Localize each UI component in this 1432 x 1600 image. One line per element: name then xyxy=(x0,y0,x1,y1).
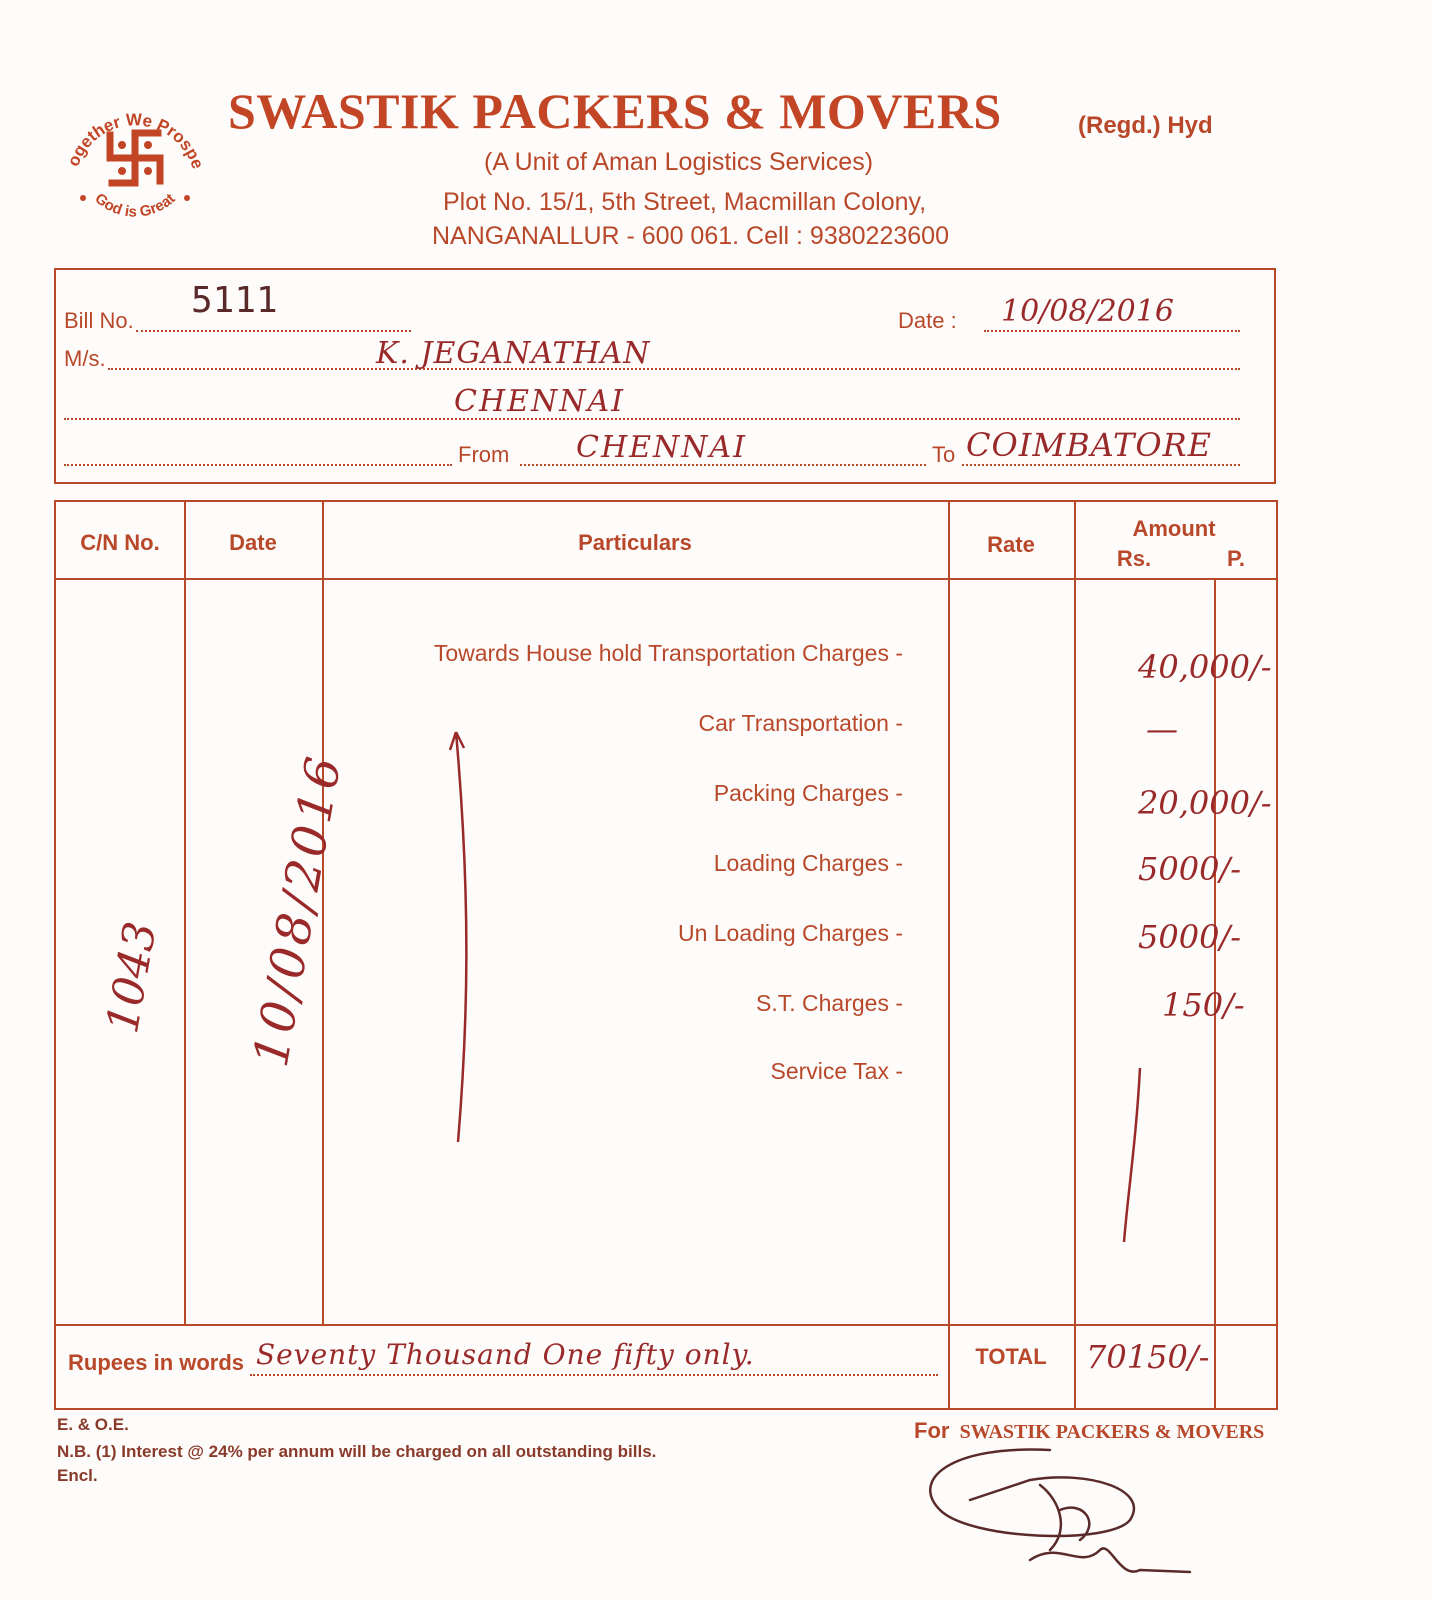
company-unit: (A Unit of Aman Logistics Services) xyxy=(484,148,874,176)
header-date: Date xyxy=(229,530,277,555)
eoe-note: E. & O.E. xyxy=(57,1415,129,1434)
particular-row: Un Loading Charges - xyxy=(677,920,903,946)
ms-label: M/s. xyxy=(64,346,106,371)
encl-note: Encl. xyxy=(57,1466,98,1485)
header-rate: Rate xyxy=(987,532,1035,557)
bill-no-value: 5111 xyxy=(191,280,278,321)
amount-value: 40,000/- xyxy=(1138,648,1272,686)
bill-no-line xyxy=(136,328,411,332)
from-city: CHENNAI xyxy=(576,430,748,465)
signature-icon xyxy=(910,1440,1230,1590)
registration-note: (Regd.) Hyd xyxy=(1078,112,1213,139)
particular-row: Service Tax - xyxy=(770,1058,903,1084)
amount-value: 20,000/- xyxy=(1138,784,1272,822)
from-label: From xyxy=(458,442,510,467)
particular-row: Packing Charges - xyxy=(713,780,903,806)
ditto-stroke-icon xyxy=(436,702,496,1162)
header-cn-no: C/N No. xyxy=(80,530,160,555)
bill-table xyxy=(54,500,1278,1410)
total-value: 70150/- xyxy=(1086,1338,1210,1376)
amount-value: 5000/- xyxy=(1138,918,1242,956)
amount-value: 150/- xyxy=(1162,986,1245,1024)
swastika-icon xyxy=(110,133,160,183)
col-divider xyxy=(1074,502,1076,1408)
bill-date-value: 10/08/2016 xyxy=(1001,294,1174,329)
customer-details-box xyxy=(54,268,1276,484)
company-name: SWASTIK PACKERS & MOVERS xyxy=(228,83,1002,139)
from-prefix-line xyxy=(64,462,452,466)
total-label: TOTAL xyxy=(975,1344,1047,1369)
particular-row: Loading Charges - xyxy=(713,850,903,876)
address-line-1: Plot No. 15/1, 5th Street, Macmillan Colony, xyxy=(443,188,927,216)
header-amount: Amount xyxy=(1132,516,1216,541)
rupees-in-words-label: Rupees in words xyxy=(68,1350,245,1375)
amount-value: 5000/- xyxy=(1138,850,1242,888)
date-label: Date : xyxy=(898,308,957,333)
ditto-stroke-icon xyxy=(1106,1062,1166,1252)
total-divider xyxy=(56,1324,1276,1326)
bill-no-label: Bill No. xyxy=(64,308,134,333)
header-particulars: Particulars xyxy=(578,530,692,555)
header-rs: Rs. xyxy=(1116,546,1152,571)
for-label: For xyxy=(914,1418,950,1443)
col-divider xyxy=(948,502,950,1408)
for-company-name: SWASTIK PACKERS & MOVERS xyxy=(959,1421,1265,1443)
customer-name: K. JEGANATHAN xyxy=(376,336,651,371)
cn-no-value: 1043 xyxy=(97,917,167,1038)
particular-row: Car Transportation - xyxy=(698,710,903,736)
address-line-2: NANGANALLUR - 600 061. Cell : 9380223600 xyxy=(432,222,949,250)
cn-date-value: 10/08/2016 xyxy=(242,749,354,1071)
city-line xyxy=(64,416,1240,420)
particular-row: S.T. Charges - xyxy=(756,990,903,1016)
logo-motto-top: ogether We Prospe xyxy=(63,110,208,172)
rupees-in-words-value: Seventy Thousand One fifty only. xyxy=(256,1338,755,1371)
amount-value: — xyxy=(1146,710,1178,748)
company-logo xyxy=(55,78,215,238)
particular-row: Towards House hold Transportation Charges - xyxy=(433,640,903,666)
header-p: P. xyxy=(1227,546,1245,571)
ms-line xyxy=(108,366,1240,370)
logo-motto-bottom: God is Great xyxy=(91,189,179,221)
to-label: To xyxy=(932,442,956,467)
rupees-line xyxy=(250,1372,938,1376)
header-divider xyxy=(56,578,1276,580)
col-divider xyxy=(184,502,186,1324)
customer-city: CHENNAI xyxy=(454,384,626,419)
to-city: COIMBATORE xyxy=(966,426,1213,464)
interest-note: N.B. (1) Interest @ 24% per annum will be charged on all outstanding bills. xyxy=(57,1442,657,1461)
